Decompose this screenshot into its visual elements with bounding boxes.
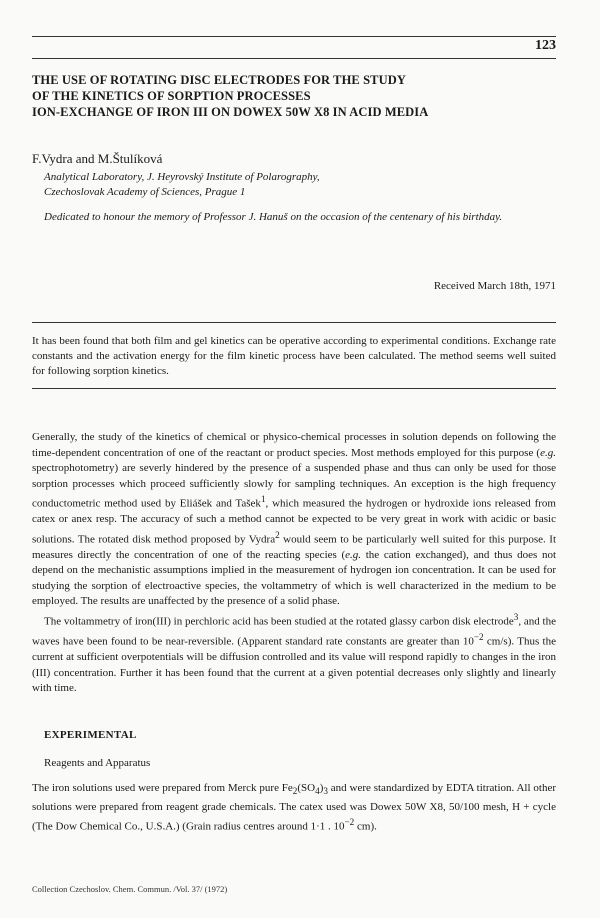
top-rule xyxy=(32,36,556,37)
abstract-bottom-rule xyxy=(32,388,556,389)
affiliation-line-1: Analytical Laboratory, J. Heyrovský Institute of Polarography, xyxy=(44,171,320,183)
experimental-body xyxy=(32,781,556,835)
abstract-top-rule xyxy=(32,322,556,323)
article-title xyxy=(32,72,556,120)
received-date: Received March 18th, 1971 xyxy=(433,280,556,292)
dedication: Dedicated to honour the memory of Professor J. Hanuš on the occasion of the centenary of his birthday. xyxy=(44,211,503,223)
header-rule xyxy=(32,58,556,59)
title-line-1: THE USE OF ROTATING DISC ELECTRODES FOR THE STUDY xyxy=(32,73,406,87)
page-number: 123 xyxy=(535,38,556,53)
subsection-heading: Reagents and Apparatus xyxy=(44,757,151,769)
intro-paragraph-1: Generally, the study of the kinetics of chemical or physico-chemical processes in solution depends on following the time-dependent concentration of one of the reactant or product species. Most methods employed for this purpose (e.g. spectrophotometry) are severly hindered by the presence of a suspended phase and thus can only be used for those sorption processes which proceed sufficiently slowly for sampling techniques. An exception is the high frequency conductometric method used by Eliášek and Tašek$^1$, which measured the hydrogen or hydroxide ions released from catex or anex resp. The accuracy of such a method cannot be expected to be very great in work with acidic or basic solutions. The rotated disk method proposed by Vydra$^2$ would seem to be particularly well suited for this purpose. It measures directly the concentration of one of the reacting species (e.g. the cation exchanged), and thus does not depend on the mechanistic assumptions implied in the measurement of hydrogen ion concentration. It can be used for studying the sorption of electroactive species, the voltammetry of which is well characterized in the medium to be employed. The results are unaffected by the presence of a solid phase. xyxy=(32,431,556,608)
experimental-paragraph-1: The iron solutions used were prepared from Merck pure $Fe_2(SO_4)_3$ and were standardized by EDTA titration. All other solutions were prepared from reagent grade chemicals. The catex used was Dowex 50W X8, 50/100 mesh, H + cycle (The Dow Chemical Co., U.S.A.) (Grain radius centres around 1·1 . $10^{-2}$ cm). xyxy=(32,782,556,833)
introduction xyxy=(32,430,556,697)
author-names: F.Vydra and M.Štulíková xyxy=(32,151,163,166)
title-line-3: ION-EXCHANGE OF IRON III ON DOWEX 50W X8 IN ACID MEDIA xyxy=(32,105,429,119)
citation-ref-1: 1 xyxy=(260,494,266,504)
title-line-2: OF THE KINETICS OF SORPTION PROCESSES xyxy=(32,89,311,103)
section-heading-experimental: EXPERIMENTAL xyxy=(44,729,137,741)
journal-footer: Collection Czechoslov. Chem. Commun. /Vol. 37/ (1972) xyxy=(32,884,228,894)
affiliation xyxy=(44,170,320,200)
intro-paragraph-2: The voltammetry of iron(III) in perchloric acid has been studied at the rotated glassy carbon disk electrode$^3$, and the waves have been found to be near-reversible. (Apparent standard rate constants are greater than $10^{-2}$ cm/s). Thus the current at sufficient overpotentials will be diffusion controlled and its value will respond rapidly to changes in the iron (III) concentration. Further it has been found that the current at a given potential decreases only slightly and linearly with time. xyxy=(32,611,556,695)
citation-ref-2: 2 xyxy=(275,529,280,540)
abstract: It has been found that both film and gel kinetics can be operative according to experimental conditions. Exchange rate constants and the activation energy for the film kinetic process have been calculated. The method seems well suited for following sorption kinetics. xyxy=(32,335,556,377)
affiliation-line-2: Czechoslovak Academy of Sciences, Prague 1 xyxy=(44,186,246,198)
citation-ref-3: 3 xyxy=(513,611,519,622)
